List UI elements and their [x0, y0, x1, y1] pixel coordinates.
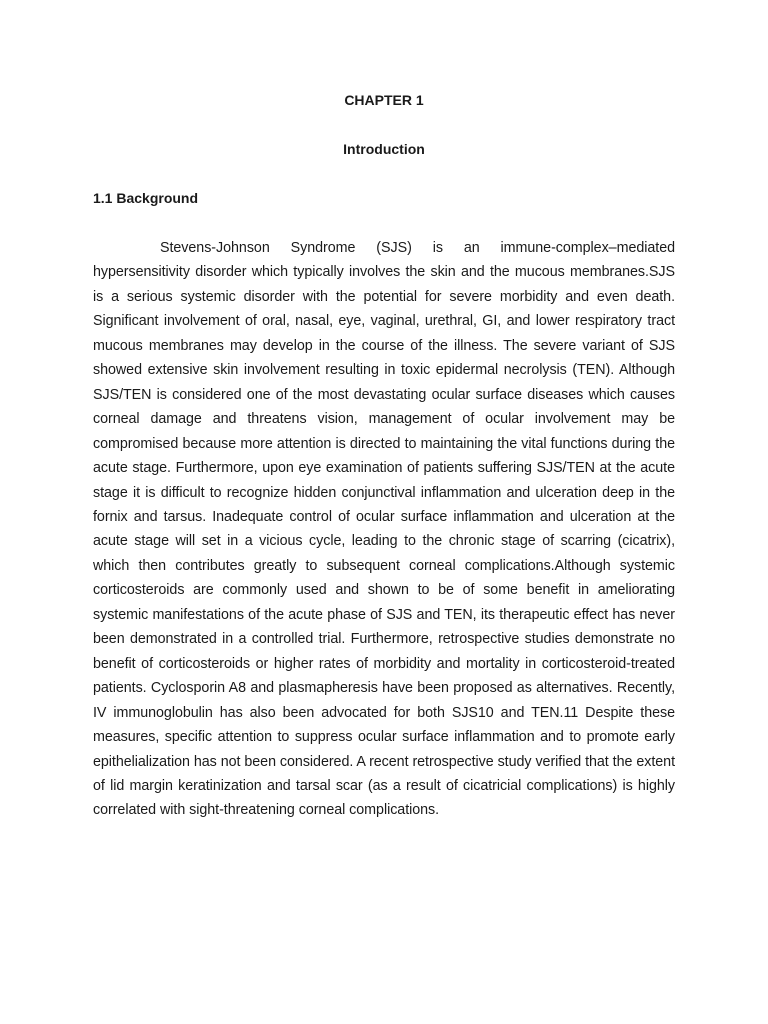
body-paragraph: Stevens-Johnson Syndrome (SJS) is an immune-complex–mediated hypersensitivity disorder which typically involves the skin and the mucous membranes.SJS is a serious systemic disorder with the potential for severe morbidity and even death. Significant involvement of oral, nasal, eye, vaginal, urethral, GI, and lower respiratory tract mucous membranes may develop in the course of the illness. The severe variant of SJS showed extensive skin involvement resulting in toxic epidermal necrolysis (TEN). Although SJS/TEN is considered one of the most devastating ocular surface diseases which causes corneal damage and threatens vision, management of ocular involvement may be compromised because more attention is directed to maintaining the vital functions during the acute stage. Furthermore, upon eye examination of patients suffering SJS/TEN at the acute stage it is difficult to recognize hidden conjunctival inflammation and ulceration deep in the fornix and tarsus. Inadequate control of ocular surface inflammation and ulceration at the acute stage will set in a vicious cycle, leading to the chronic stage of scarring (cicatrix), which then contributes greatly to subsequent corneal complications.Although systemic corticosteroids are commonly used and shown to be of some benefit in ameliorating systemic manifestations of the acute phase of SJS and TEN, its therapeutic effect has never been demonstrated in a controlled trial. Furthermore, retrospective studies demonstrate no benefit of corticosteroids or higher rates of morbidity and mortality in corticosteroid-treated patients. Cyclosporin A8 and plasmapheresis have been proposed as alternatives. Recently, IV immunoglobulin has also been advocated for both SJS10 and TEN.11 Despite these measures, specific attention to suppress ocular surface inflammation and to promote early epithelialization has not been considered. A recent retrospective study verified that the extent of lid margin keratinization and tarsal scar (as a result of cicatricial complications) is highly correlated with sight-threatening corneal complications. — [93, 240, 675, 819]
section-heading: 1.1 Background — [93, 190, 199, 206]
chapter-subtitle: Introduction — [343, 141, 425, 157]
chapter-title: CHAPTER 1 — [344, 92, 424, 108]
